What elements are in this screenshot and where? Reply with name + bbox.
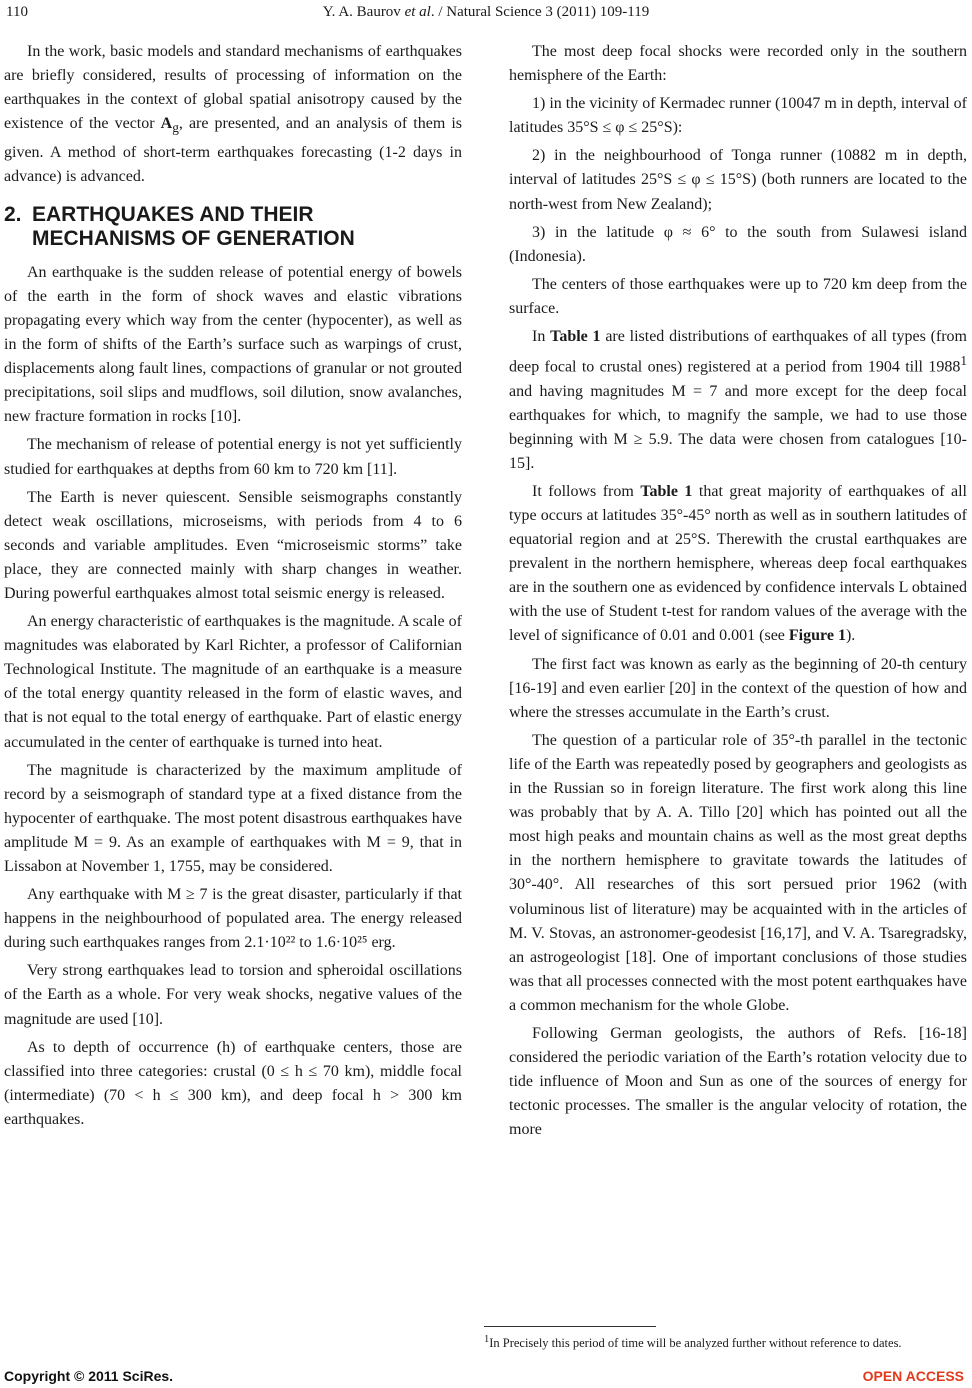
figure-1-ref: Figure 1 <box>788 627 846 645</box>
paragraph: Any earthquake with M ≥ 7 is the great disaster, particularly if that happens in the neighbourhood of populated area. The energy released during such earthquakes ranges from 2.1·10²² to 1.6·10²⁵ erg. <box>4 886 462 952</box>
paragraph: Following German geologists, the authors of Refs. [16-18] considered the periodic variation of the Earth’s rotation velocity due to tide influence of Moon and Sun as one of the sources of energy for tectonic processes. The smaller is the angular velocity of rotation, the more <box>509 1024 967 1139</box>
paragraph: Very strong earthquakes lead to torsion and spheroidal oscillations of the Earth as a whole. For very weak shocks, negative values of the magnitude are used [10]. <box>4 962 462 1028</box>
paragraph: The most deep focal shocks were recorded only in the southern hemisphere of the Earth: <box>509 43 967 85</box>
paragraph: The question of a particular role of 35°-th parallel in the tectonic life of the Earth was repeatedly posed by geographers and geologists as in the Russian so in foreign literature. The first work along this line was probably that by A. A. Tillo [20] which has pointed out all the most high peaks and mountain chains as well as the most great depths in the northern hemisphere to gravitate towards the latitudes of 30°-40°. All researches of this sort persued prior 1962 (with voluminous list of literature) may be acquainted with in the articles of M. V. Stovas, an astronomer-geodesist [16,17], and V. A. Tsaregradsky, an astrogeologist [18]. One of important conclusions of those studies was that all processes connected with the most potent earthquakes have a common mechanism for the whole Globe. <box>509 731 967 1014</box>
paragraph: The Earth is never quiescent. Sensible seismographs constantly detect weak oscillations, microseisms, with periods from 4 to 6 seconds and variable amplitudes. Even “microseismic storms” take place, they are connected mainly with sharp changes in weather. During powerful earthquakes almost total seismic energy is released. <box>4 488 462 602</box>
left-column <box>4 40 462 1136</box>
paragraph-table-ref <box>509 325 967 476</box>
text-run: It follows from <box>532 482 641 500</box>
footnote <box>484 1330 970 1353</box>
table-1-ref: Table 1 <box>550 328 601 346</box>
footnote-marker: 1 <box>960 353 967 369</box>
page-header <box>6 0 966 28</box>
paragraph: The centers of those earthquakes were up to 720 km deep from the surface. <box>509 275 967 317</box>
running-title-authors: Y. A. Baurov <box>322 4 405 20</box>
intro-paragraph: In the work, basic models and standard mechanisms of earthquakes are briefly considered, results of processing of information on the earthquakes in the context of global spatial anisotropy caused by the existence of the vector $A_g$, are presented, and an analysis of them is given. A method of short-term earthquakes forecasting (1-2 days in advance) is advanced. <box>4 43 463 185</box>
page-footer <box>4 1368 964 1388</box>
running-title <box>6 4 966 21</box>
footnote-divider <box>484 1326 656 1327</box>
paragraph: The first fact was known as early as the beginning of 20-th century [16-19] and even earlier [20] in the context of the question of how and where the stresses accumulate in the Earth’s crust. <box>509 655 967 721</box>
text-run: ). <box>845 627 856 645</box>
paragraph: 3) in the latitude φ ≈ 6° to the south from Sulawesi island (Indonesia). <box>509 223 967 265</box>
footnote-mark: 1 <box>484 1334 490 1345</box>
right-column <box>509 40 967 1146</box>
paragraph: The magnitude is characterized by the maximum amplitude of record by a seismograph of standard type at a fixed distance from the hypocenter of earthquake. The most potent disastrous earthquakes have amplitude M = 9. As an example of earthquakes with M = 9, that in Lissabon at November 1, 1755, may be considered. <box>4 761 462 875</box>
table-1-ref: Table 1 <box>640 482 693 500</box>
text-run: that great majority of earthquakes of all type occurs at latitudes 35°-45° north as well as in southern latitudes of equatorial region and at 25°S. Therewith the crustal earthquakes are prevalent in the northern hemisphere, whereas deep focal earthquakes are in the southern one as evidenced by confidence intervals L obtained with the use of Student t-test for random values of the average with the level of significance of 0.01 and 0.001 (see <box>509 482 968 645</box>
page-number: 110 <box>6 4 28 20</box>
section-heading <box>4 203 462 251</box>
copyright-notice: Copyright © 2011 SciRes. <box>4 1368 174 1384</box>
paragraph: An earthquake is the sudden release of potential energy of bowels of the earth in the form of shock waves and elastic vibrations propagating every which way from the center (hypocenter), as well as in the form of shifts of the Earth’s surface such as warpings of crust, displacements along fault lines, compactions of granular or not grouted precipitations, soil slips and mudflows, soil dilution, snow avalanches, new fracture formation in rocks [10]. <box>4 263 462 426</box>
paragraph: 1) in the vicinity of Kermadec runner (10047 m in depth, interval of latitudes 35°S ≤ φ ≤ 25°S): <box>509 95 967 137</box>
paragraph: The mechanism of release of potential energy is not yet sufficiently studied for earthquakes at depths from 60 km to 720 km [11]. <box>4 436 462 478</box>
paragraph-figure-ref <box>509 480 967 649</box>
section-number: 2. <box>4 202 22 226</box>
paragraph: 2) in the neighbourhood of Tonga runner (10882 m in depth, interval of latitudes 25°S ≤ φ ≤ 15°S) (both runners are located to the north-west from New Zealand); <box>509 147 967 213</box>
text-run: are listed distributions of earthquakes of all types (from deep focal to crustal ones) registered at a period from 1904 till 1988 <box>509 328 968 376</box>
footnote-text: In Precisely this period of time will be analyzed further without reference to dates. <box>489 1336 902 1351</box>
running-title-et-al: et al <box>404 4 431 20</box>
running-title-journal: . / Natural Science 3 (2011) 109-119 <box>430 4 650 20</box>
text-run: In <box>532 328 551 346</box>
paragraph: An energy characteristic of earthquakes is the magnitude. A scale of magnitudes was elaborated by Karl Richter, a professor of Californian Technological Institute. The magnitude of an earthquake is a measure of the total energy quantity released in the form of elastic waves, and that is not equal to the total energy of earthquake. Part of elastic energy accumulated in the center of earthquake is turned into heat. <box>4 613 462 751</box>
section-title-line2: MECHANISMS OF GENERATION <box>32 226 355 250</box>
open-access-label: OPEN ACCESS <box>862 1368 964 1384</box>
text-run: and having magnitudes M = 7 and more except for the deep focal earthquakes for which, to magnify the sample, we had to use those beginning with M ≥ 5.9. The data were chosen from catalogues [10-15]. <box>509 382 967 472</box>
paragraph: As to depth of occurrence (h) of earthquake centers, those are classified into three categories: crustal (0 ≤ h ≤ 70 km), middle focal (intermediate) (70 < h ≤ 300 km), and deep focal h > 300 km earthquakes. <box>4 1038 462 1128</box>
section-title-line1: EARTHQUAKES AND THEIR <box>32 202 314 226</box>
